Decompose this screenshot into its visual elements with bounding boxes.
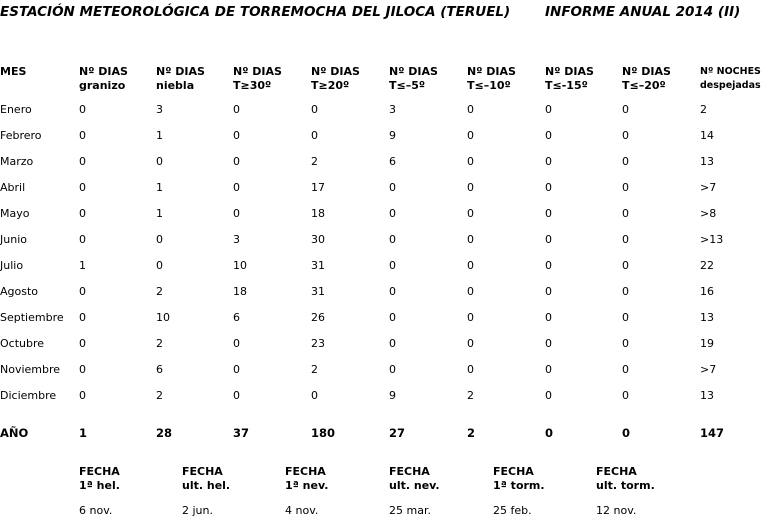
table-cell: 2	[311, 155, 318, 168]
column-header	[467, 65, 516, 93]
table-cell: 0	[467, 285, 474, 298]
table-cell: >8	[700, 207, 717, 220]
table-cell: 30	[311, 233, 325, 246]
table-cell: 0	[467, 103, 474, 116]
table-cell: 0	[79, 103, 86, 116]
column-header-line2: niebla	[156, 79, 195, 92]
table-cell: 0	[389, 285, 396, 298]
column-header-line1: Nº DIAS	[545, 65, 594, 78]
table-cell: 0	[622, 129, 629, 142]
total-cell: 37	[233, 426, 250, 440]
table-cell: 19	[700, 337, 714, 350]
table-cell: 0	[467, 155, 474, 168]
total-cell: 27	[389, 426, 406, 440]
table-cell: 0	[545, 233, 552, 246]
date-header-line1: FECHA	[596, 465, 637, 478]
column-header	[156, 65, 205, 93]
column-header-line1: Nº DIAS	[311, 65, 360, 78]
table-cell: 0	[233, 129, 240, 142]
table-cell: 16	[700, 285, 714, 298]
date-header-line2: 1ª nev.	[285, 479, 329, 492]
table-cell: 0	[79, 311, 86, 324]
table-cell: 0	[79, 389, 86, 402]
table-cell: 0	[79, 233, 86, 246]
date-header	[285, 465, 328, 493]
table-cell: 31	[311, 285, 325, 298]
table-cell: 0	[622, 103, 629, 116]
table-cell: 0	[233, 363, 240, 376]
total-cell: 0	[545, 426, 554, 440]
table-cell: 0	[545, 259, 552, 272]
table-cell: 0	[311, 389, 318, 402]
table-cell: 0	[233, 155, 240, 168]
column-header	[311, 65, 360, 93]
table-cell: 0	[622, 207, 629, 220]
column-header-line2: despejadas	[700, 80, 761, 91]
date-header-line2: 1ª torm.	[493, 479, 545, 492]
table-cell: 0	[311, 103, 318, 116]
table-cell: 2	[311, 363, 318, 376]
table-cell: 0	[622, 337, 629, 350]
column-header	[700, 65, 761, 93]
table-cell: 0	[622, 285, 629, 298]
table-cell: 13	[700, 389, 714, 402]
total-cell: 0	[622, 426, 631, 440]
table-cell: 0	[233, 181, 240, 194]
table-cell: 0	[545, 311, 552, 324]
date-header-line1: FECHA	[285, 465, 326, 478]
table-cell: 0	[467, 129, 474, 142]
table-cell: 0	[467, 233, 474, 246]
table-cell: 0	[389, 259, 396, 272]
date-header-line2: ult. torm.	[596, 479, 655, 492]
column-header-line1: Nº DIAS	[79, 65, 128, 78]
date-header-line2: ult. nev.	[389, 479, 440, 492]
table-cell: 0	[467, 363, 474, 376]
column-header-line2: T≤–10º	[467, 79, 511, 92]
table-cell: 0	[79, 207, 86, 220]
table-cell: 0	[545, 155, 552, 168]
column-header-line1: Nº DIAS	[467, 65, 516, 78]
table-cell: >7	[700, 181, 717, 194]
table-cell: 18	[233, 285, 247, 298]
month-label: Julio	[0, 259, 24, 272]
table-cell: 2	[156, 337, 163, 350]
table-cell: 0	[467, 207, 474, 220]
table-cell: 0	[233, 337, 240, 350]
table-cell: 0	[467, 181, 474, 194]
month-label: Abril	[0, 181, 26, 194]
table-cell: 0	[79, 155, 86, 168]
date-value: 2 jun.	[182, 504, 213, 517]
table-cell: 0	[389, 181, 396, 194]
total-cell: 147	[700, 426, 725, 440]
table-cell: 0	[233, 207, 240, 220]
table-cell: 2	[700, 103, 707, 116]
date-header	[79, 465, 120, 493]
table-cell: 0	[233, 389, 240, 402]
month-label: Febrero	[0, 129, 42, 142]
table-cell: 0	[389, 233, 396, 246]
date-value: 25 feb.	[493, 504, 532, 517]
table-cell: 0	[622, 259, 629, 272]
table-cell: 10	[156, 311, 170, 324]
table-cell: 1	[156, 129, 163, 142]
date-header	[493, 465, 545, 493]
column-header	[0, 65, 26, 79]
table-cell: 9	[389, 389, 396, 402]
table-cell: 3	[233, 233, 240, 246]
month-label: Junio	[0, 233, 27, 246]
table-cell: 26	[311, 311, 325, 324]
table-cell: 0	[79, 181, 86, 194]
table-cell: 1	[156, 181, 163, 194]
table-cell: 0	[622, 363, 629, 376]
table-cell: 2	[156, 389, 163, 402]
month-label: Diciembre	[0, 389, 57, 402]
table-cell: 10	[233, 259, 247, 272]
table-cell: 9	[389, 129, 396, 142]
column-header-line2: T≤–5º	[389, 79, 426, 92]
table-cell: 0	[545, 337, 552, 350]
table-cell: >13	[700, 233, 724, 246]
month-label: Enero	[0, 103, 32, 116]
table-cell: 0	[79, 129, 86, 142]
station-title: ESTACIÓN METEOROLÓGICA DE TORREMOCHA DEL JILOCA (TERUEL)	[0, 4, 511, 20]
table-cell: 2	[156, 285, 163, 298]
column-header-line1: Nº DIAS	[156, 65, 205, 78]
table-cell: 0	[545, 207, 552, 220]
table-cell: 0	[233, 103, 240, 116]
table-cell: 3	[156, 103, 163, 116]
table-cell: 0	[545, 181, 552, 194]
total-cell: 1	[79, 426, 88, 440]
column-header	[79, 65, 128, 93]
date-header-line1: FECHA	[493, 465, 534, 478]
total-cell: 28	[156, 426, 173, 440]
month-label: Noviembre	[0, 363, 61, 376]
column-header	[233, 65, 282, 93]
column-header-line1: Nº DIAS	[233, 65, 282, 78]
month-label: Agosto	[0, 285, 39, 298]
column-header	[389, 65, 438, 93]
table-cell: 0	[389, 311, 396, 324]
table-cell: 2	[467, 389, 474, 402]
table-cell: 23	[311, 337, 325, 350]
table-cell: 0	[545, 285, 552, 298]
total-label: AÑO	[0, 426, 29, 440]
date-value: 6 nov.	[79, 504, 113, 517]
table-cell: 13	[700, 155, 714, 168]
table-cell: 13	[700, 311, 714, 324]
column-header-line2: T≤–20º	[622, 79, 666, 92]
table-cell: 0	[622, 155, 629, 168]
table-cell: >7	[700, 363, 717, 376]
column-header-line1: Nº NOCHES	[700, 66, 761, 77]
table-cell: 6	[233, 311, 240, 324]
date-value: 25 mar.	[389, 504, 431, 517]
table-cell: 0	[545, 129, 552, 142]
table-cell: 0	[311, 129, 318, 142]
column-header	[545, 65, 594, 93]
table-cell: 0	[545, 389, 552, 402]
table-cell: 17	[311, 181, 325, 194]
date-header	[596, 465, 655, 493]
table-cell: 0	[622, 233, 629, 246]
column-header-line1: Nº DIAS	[389, 65, 438, 78]
table-cell: 22	[700, 259, 714, 272]
table-cell: 6	[156, 363, 163, 376]
month-label: Mayo	[0, 207, 30, 220]
column-header-line2: granizo	[79, 79, 126, 92]
month-label: Octubre	[0, 337, 45, 350]
table-cell: 0	[79, 285, 86, 298]
report-title: INFORME ANUAL 2014 (II)	[545, 4, 741, 20]
date-header-line1: FECHA	[79, 465, 120, 478]
table-cell: 18	[311, 207, 325, 220]
table-cell: 0	[389, 207, 396, 220]
total-cell: 2	[467, 426, 476, 440]
column-header-line1: MES	[0, 65, 27, 78]
table-cell: 0	[545, 103, 552, 116]
column-header	[622, 65, 671, 93]
date-header	[389, 465, 440, 493]
table-cell: 0	[79, 337, 86, 350]
column-header-line1: Nº DIAS	[622, 65, 671, 78]
column-header-line2: T≥30º	[233, 79, 272, 92]
date-header-line1: FECHA	[389, 465, 430, 478]
table-cell: 0	[467, 311, 474, 324]
table-cell: 14	[700, 129, 714, 142]
column-header-line2: T≥20º	[311, 79, 350, 92]
table-cell: 6	[389, 155, 396, 168]
table-cell: 0	[467, 259, 474, 272]
table-cell: 0	[389, 337, 396, 350]
date-header-line2: ult. hel.	[182, 479, 231, 492]
date-header-line2: 1ª hel.	[79, 479, 120, 492]
table-cell: 3	[389, 103, 396, 116]
table-cell: 0	[156, 155, 163, 168]
table-cell: 0	[622, 311, 629, 324]
table-cell: 1	[156, 207, 163, 220]
date-value: 12 nov.	[596, 504, 637, 517]
table-cell: 0	[79, 363, 86, 376]
table-cell: 0	[156, 259, 163, 272]
table-cell: 1	[79, 259, 86, 272]
table-cell: 0	[389, 363, 396, 376]
date-value: 4 nov.	[285, 504, 319, 517]
table-cell: 0	[156, 233, 163, 246]
total-cell: 180	[311, 426, 336, 440]
date-header-line1: FECHA	[182, 465, 223, 478]
month-label: Septiembre	[0, 311, 64, 324]
column-header-line2: T≤-15º	[545, 79, 588, 92]
date-header	[182, 465, 230, 493]
table-cell: 0	[622, 389, 629, 402]
table-cell: 0	[622, 181, 629, 194]
table-cell: 31	[311, 259, 325, 272]
table-cell: 0	[545, 363, 552, 376]
month-label: Marzo	[0, 155, 34, 168]
table-cell: 0	[467, 337, 474, 350]
